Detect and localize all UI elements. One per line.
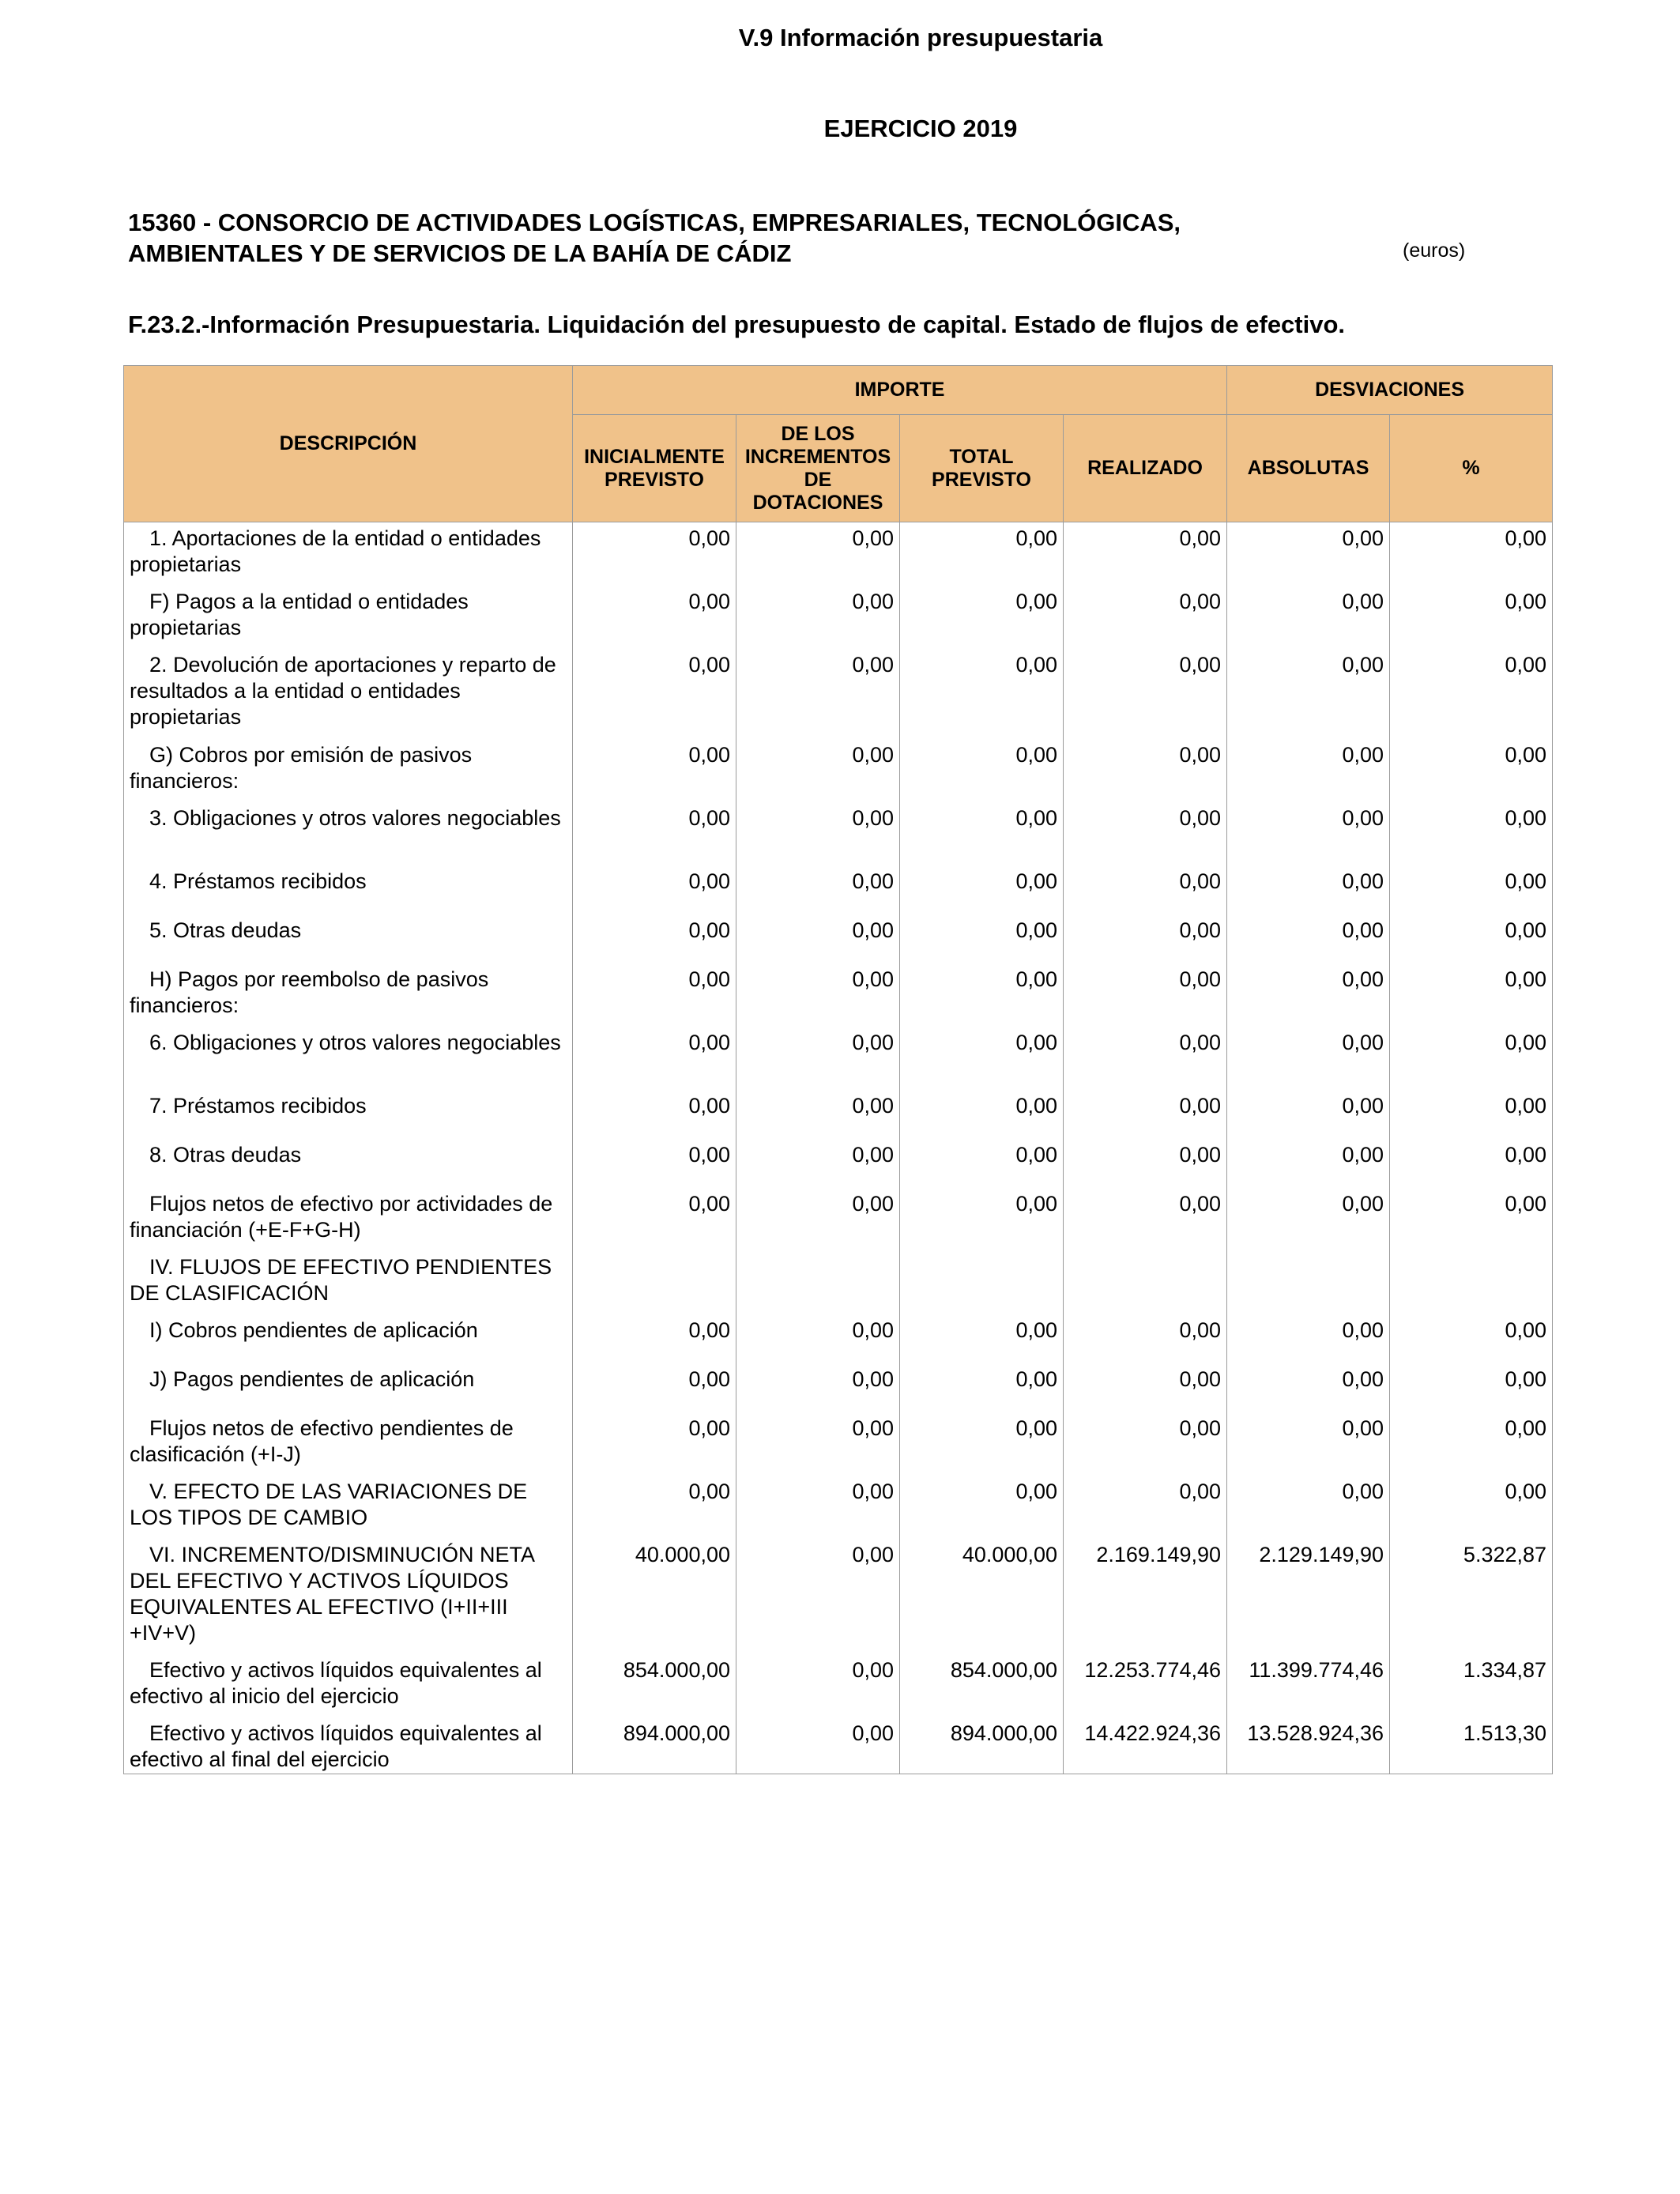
cell-incrementos [736, 1251, 900, 1314]
row-description: 6. Obligaciones y otros valores negociables [124, 1027, 573, 1090]
row-description: V. EFECTO DE LAS VARIACIONES DE LOS TIPOS DE CAMBIO [124, 1476, 573, 1539]
cell-absolutas: 13.528.924,36 [1227, 1717, 1390, 1774]
cash-flow-table [123, 365, 1553, 1774]
cell-realizado: 0,00 [1064, 1090, 1227, 1139]
cell-inicialmente-previsto: 0,00 [573, 802, 736, 865]
cell-porcentaje: 0,00 [1390, 1476, 1553, 1539]
table-row [124, 1139, 1553, 1188]
row-description: Flujos netos de efectivo pendientes de clasificación (+I-J) [124, 1412, 573, 1476]
group-header-desviaciones: DESVIACIONES [1227, 366, 1553, 415]
cell-porcentaje: 0,00 [1390, 802, 1553, 865]
cell-incrementos: 0,00 [736, 865, 900, 914]
cell-inicialmente-previsto: 0,00 [573, 865, 736, 914]
cell-incrementos: 0,00 [736, 963, 900, 1027]
cell-total-previsto: 0,00 [900, 802, 1064, 865]
cell-realizado: 0,00 [1064, 865, 1227, 914]
cell-total-previsto: 894.000,00 [900, 1717, 1064, 1774]
cell-total-previsto: 0,00 [900, 1363, 1064, 1412]
cell-realizado: 12.253.774,46 [1064, 1654, 1227, 1717]
cell-incrementos: 0,00 [736, 1654, 900, 1717]
cell-absolutas: 2.129.149,90 [1227, 1539, 1390, 1654]
row-description: 2. Devolución de aportaciones y reparto de resultados a la entidad o entidades propietarias [124, 649, 573, 739]
cell-porcentaje: 0,00 [1390, 586, 1553, 649]
cell-incrementos: 0,00 [736, 802, 900, 865]
cell-inicialmente-previsto: 0,00 [573, 1363, 736, 1412]
cell-incrementos: 0,00 [736, 1188, 900, 1251]
row-description: IV. FLUJOS DE EFECTIVO PENDIENTES DE CLASIFICACIÓN [124, 1251, 573, 1314]
cell-porcentaje: 0,00 [1390, 963, 1553, 1027]
cell-total-previsto: 0,00 [900, 1412, 1064, 1476]
cell-incrementos: 0,00 [736, 914, 900, 963]
section-title: V.9 Información presupuestaria [738, 24, 1103, 51]
cell-porcentaje: 1.513,30 [1390, 1717, 1553, 1774]
cell-inicialmente-previsto: 0,00 [573, 739, 736, 802]
cell-absolutas: 0,00 [1227, 1027, 1390, 1090]
col-header-descripcion: DESCRIPCIÓN [124, 366, 573, 522]
cell-absolutas: 0,00 [1227, 522, 1390, 586]
form-title: F.23.2.-Información Presupuestaria. Liquidación del presupuesto de capital. Estado de flujos de efectivo. [128, 311, 1346, 338]
col-header-realizado: REALIZADO [1064, 415, 1227, 522]
cell-realizado: 0,00 [1064, 1314, 1227, 1363]
cell-total-previsto: 0,00 [900, 1139, 1064, 1188]
cell-realizado: 0,00 [1064, 649, 1227, 739]
cell-realizado: 0,00 [1064, 1476, 1227, 1539]
cell-total-previsto: 0,00 [900, 1314, 1064, 1363]
row-description: Efectivo y activos líquidos equivalentes al efectivo al final del ejercicio [124, 1717, 573, 1774]
cell-total-previsto: 0,00 [900, 586, 1064, 649]
cell-incrementos: 0,00 [736, 1412, 900, 1476]
table-row [124, 1027, 1553, 1090]
table-row [124, 1539, 1553, 1654]
cell-inicialmente-previsto: 894.000,00 [573, 1717, 736, 1774]
cell-porcentaje: 0,00 [1390, 1139, 1553, 1188]
cell-incrementos: 0,00 [736, 1717, 900, 1774]
cell-inicialmente-previsto: 854.000,00 [573, 1654, 736, 1717]
row-description: 8. Otras deudas [124, 1139, 573, 1188]
cell-incrementos: 0,00 [736, 1139, 900, 1188]
row-description: VI. INCREMENTO/DISMINUCIÓN NETA DEL EFECTIVO Y ACTIVOS LÍQUIDOS EQUIVALENTES AL EFECTIVO (I+II+III +IV+V) [124, 1539, 573, 1654]
table-row [124, 1090, 1553, 1139]
cell-realizado: 0,00 [1064, 586, 1227, 649]
cell-incrementos: 0,00 [736, 739, 900, 802]
cell-realizado: 0,00 [1064, 1363, 1227, 1412]
cell-inicialmente-previsto: 0,00 [573, 1090, 736, 1139]
cell-porcentaje: 0,00 [1390, 522, 1553, 586]
cell-incrementos: 0,00 [736, 522, 900, 586]
table-row [124, 802, 1553, 865]
col-header-inicialmente-previsto: INICIALMENTE PREVISTO [573, 415, 736, 522]
entity-name-line2: AMBIENTALES Y DE SERVICIOS DE LA BAHÍA DE CÁDIZ [128, 239, 792, 267]
cell-total-previsto: 0,00 [900, 522, 1064, 586]
cell-absolutas: 0,00 [1227, 649, 1390, 739]
entity-name-line1: 15360 - CONSORCIO DE ACTIVIDADES LOGÍSTICAS, EMPRESARIALES, TECNOLÓGICAS, [128, 209, 1181, 236]
cell-incrementos: 0,00 [736, 1363, 900, 1412]
cell-total-previsto: 0,00 [900, 649, 1064, 739]
cell-porcentaje: 0,00 [1390, 649, 1553, 739]
cell-total-previsto: 40.000,00 [900, 1539, 1064, 1654]
cell-porcentaje: 0,00 [1390, 914, 1553, 963]
cell-absolutas: 0,00 [1227, 914, 1390, 963]
table-row [124, 1314, 1553, 1363]
cell-absolutas: 0,00 [1227, 963, 1390, 1027]
cell-absolutas: 0,00 [1227, 1314, 1390, 1363]
cell-inicialmente-previsto: 0,00 [573, 963, 736, 1027]
cell-incrementos: 0,00 [736, 1539, 900, 1654]
units-label: (euros) [1403, 239, 1466, 262]
cell-inicialmente-previsto: 0,00 [573, 1476, 736, 1539]
cell-absolutas: 0,00 [1227, 865, 1390, 914]
cell-absolutas: 0,00 [1227, 1476, 1390, 1539]
cell-porcentaje: 0,00 [1390, 1188, 1553, 1251]
table-row [124, 1251, 1553, 1314]
cell-absolutas: 0,00 [1227, 1139, 1390, 1188]
row-description: 5. Otras deudas [124, 914, 573, 963]
cell-total-previsto: 0,00 [900, 865, 1064, 914]
cell-total-previsto: 0,00 [900, 1188, 1064, 1251]
cell-porcentaje: 0,00 [1390, 1314, 1553, 1363]
cell-porcentaje [1390, 1251, 1553, 1314]
cell-inicialmente-previsto: 0,00 [573, 586, 736, 649]
cell-porcentaje: 0,00 [1390, 1412, 1553, 1476]
row-description: Flujos netos de efectivo por actividades de financiación (+E-F+G-H) [124, 1188, 573, 1251]
row-description: 7. Préstamos recibidos [124, 1090, 573, 1139]
cell-porcentaje: 1.334,87 [1390, 1654, 1553, 1717]
table-row [124, 649, 1553, 739]
cell-realizado [1064, 1251, 1227, 1314]
cell-total-previsto: 0,00 [900, 1090, 1064, 1139]
cell-realizado: 0,00 [1064, 963, 1227, 1027]
cell-incrementos: 0,00 [736, 1090, 900, 1139]
group-header-importe: IMPORTE [573, 366, 1227, 415]
cell-total-previsto: 0,00 [900, 1027, 1064, 1090]
cell-inicialmente-previsto: 0,00 [573, 1314, 736, 1363]
cell-total-previsto [900, 1251, 1064, 1314]
cell-porcentaje: 0,00 [1390, 1027, 1553, 1090]
cell-realizado: 0,00 [1064, 914, 1227, 963]
table-row [124, 1188, 1553, 1251]
cell-realizado: 0,00 [1064, 1027, 1227, 1090]
cell-absolutas: 0,00 [1227, 1412, 1390, 1476]
table-row [124, 586, 1553, 649]
table-row [124, 1654, 1553, 1717]
row-description: H) Pagos por reembolso de pasivos financieros: [124, 963, 573, 1027]
col-header-porcentaje: % [1390, 415, 1553, 522]
table-row [124, 1412, 1553, 1476]
cell-total-previsto: 0,00 [900, 914, 1064, 963]
cell-inicialmente-previsto: 0,00 [573, 1027, 736, 1090]
row-description: J) Pagos pendientes de aplicación [124, 1363, 573, 1412]
table-header [124, 366, 1553, 522]
table-row [124, 739, 1553, 802]
cell-absolutas: 0,00 [1227, 1188, 1390, 1251]
cell-realizado: 0,00 [1064, 739, 1227, 802]
cell-total-previsto: 0,00 [900, 739, 1064, 802]
cell-inicialmente-previsto: 40.000,00 [573, 1539, 736, 1654]
cell-incrementos: 0,00 [736, 586, 900, 649]
table-row [124, 1717, 1553, 1774]
cell-inicialmente-previsto: 0,00 [573, 914, 736, 963]
cell-absolutas: 0,00 [1227, 1363, 1390, 1412]
entity-name [128, 207, 1392, 269]
cell-absolutas: 0,00 [1227, 739, 1390, 802]
cell-realizado: 2.169.149,90 [1064, 1539, 1227, 1654]
cell-total-previsto: 0,00 [900, 1476, 1064, 1539]
table-row [124, 522, 1553, 586]
cell-absolutas: 0,00 [1227, 586, 1390, 649]
table-row [124, 865, 1553, 914]
table-row [124, 914, 1553, 963]
cell-realizado: 0,00 [1064, 1139, 1227, 1188]
cell-inicialmente-previsto: 0,00 [573, 1139, 736, 1188]
exercise-year: EJERCICIO 2019 [823, 115, 1018, 142]
cell-absolutas: 11.399.774,46 [1227, 1654, 1390, 1717]
cell-incrementos: 0,00 [736, 1314, 900, 1363]
cell-absolutas: 0,00 [1227, 1090, 1390, 1139]
cell-realizado: 14.422.924,36 [1064, 1717, 1227, 1774]
cell-incrementos: 0,00 [736, 649, 900, 739]
row-description: 3. Obligaciones y otros valores negociables [124, 802, 573, 865]
col-header-total-previsto: TOTAL PREVISTO [900, 415, 1064, 522]
row-description: G) Cobros por emisión de pasivos financieros: [124, 739, 573, 802]
cell-total-previsto: 854.000,00 [900, 1654, 1064, 1717]
table-row [124, 1363, 1553, 1412]
cell-realizado: 0,00 [1064, 1412, 1227, 1476]
row-description: 1. Aportaciones de la entidad o entidades propietarias [124, 522, 573, 586]
row-description: 4. Préstamos recibidos [124, 865, 573, 914]
table-body [124, 522, 1553, 1774]
cell-porcentaje: 0,00 [1390, 865, 1553, 914]
cell-incrementos: 0,00 [736, 1027, 900, 1090]
cell-porcentaje: 5.322,87 [1390, 1539, 1553, 1654]
cell-realizado: 0,00 [1064, 522, 1227, 586]
cell-incrementos: 0,00 [736, 1476, 900, 1539]
cell-porcentaje: 0,00 [1390, 1363, 1553, 1412]
cell-inicialmente-previsto: 0,00 [573, 1412, 736, 1476]
cell-inicialmente-previsto: 0,00 [573, 522, 736, 586]
cell-total-previsto: 0,00 [900, 963, 1064, 1027]
row-description: I) Cobros pendientes de aplicación [124, 1314, 573, 1363]
cell-inicialmente-previsto: 0,00 [573, 649, 736, 739]
cell-inicialmente-previsto: 0,00 [573, 1188, 736, 1251]
table-row [124, 1476, 1553, 1539]
cell-realizado: 0,00 [1064, 802, 1227, 865]
cell-porcentaje: 0,00 [1390, 1090, 1553, 1139]
cell-absolutas [1227, 1251, 1390, 1314]
table-row [124, 963, 1553, 1027]
col-header-absolutas: ABSOLUTAS [1227, 415, 1390, 522]
cell-porcentaje: 0,00 [1390, 739, 1553, 802]
cell-realizado: 0,00 [1064, 1188, 1227, 1251]
row-description: F) Pagos a la entidad o entidades propietarias [124, 586, 573, 649]
cell-absolutas: 0,00 [1227, 802, 1390, 865]
col-header-incrementos: DE LOS INCREMENTOS DE DOTACIONES [736, 415, 900, 522]
row-description: Efectivo y activos líquidos equivalentes al efectivo al inicio del ejercicio [124, 1654, 573, 1717]
cell-inicialmente-previsto [573, 1251, 736, 1314]
